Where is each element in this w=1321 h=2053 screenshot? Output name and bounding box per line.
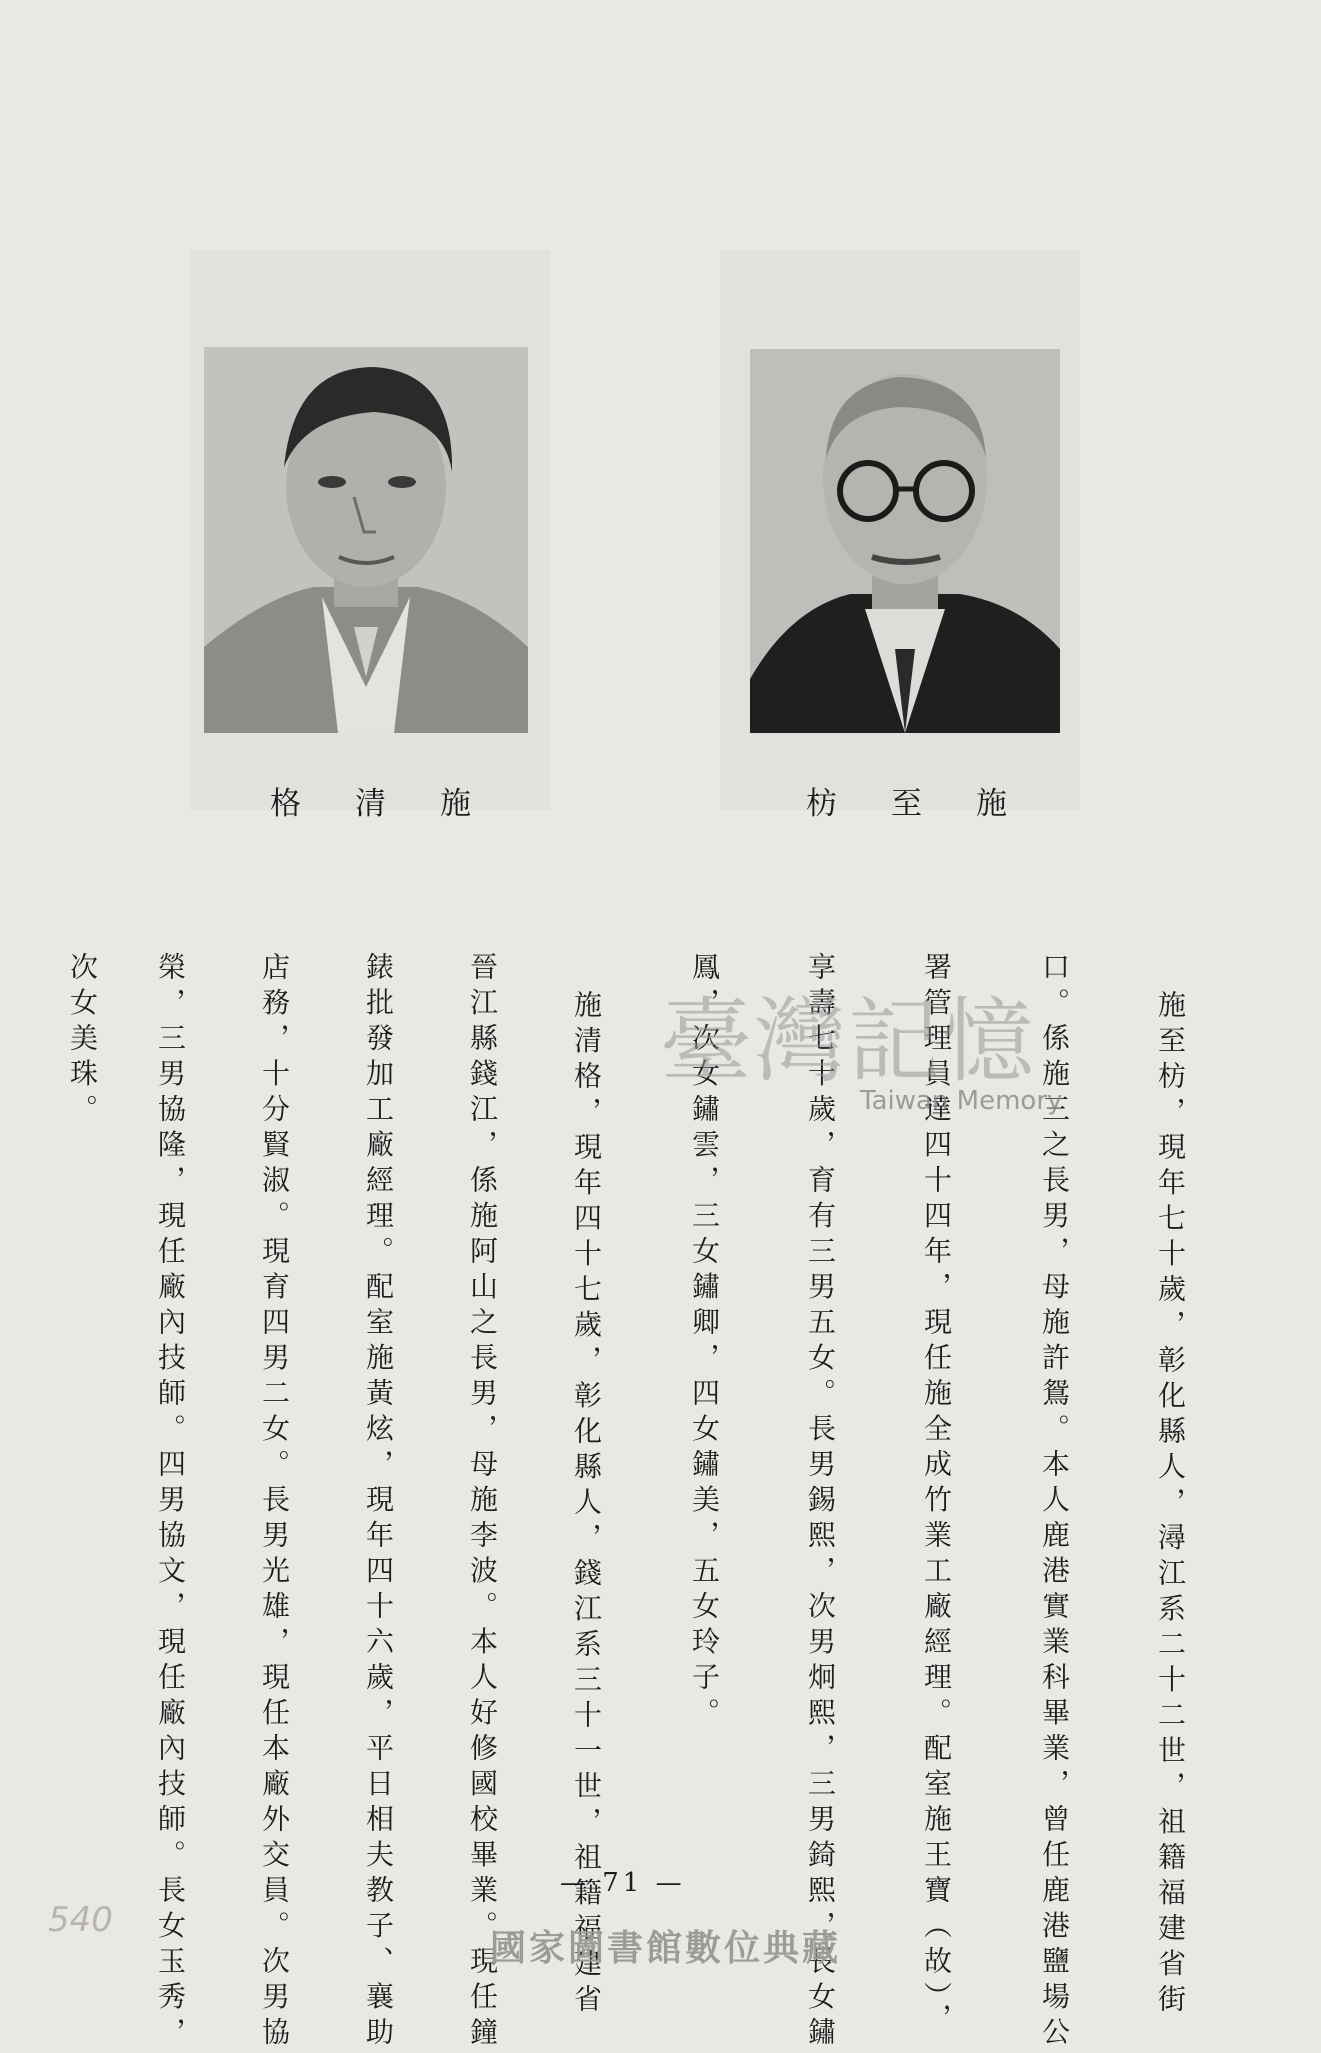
entry1-column-2: 口。係施三之長男，母施許鴛。本人鹿港實業科畢業，曾任鹿港鹽場公 [1038, 952, 1071, 2053]
entry1-column-3: 署管理員達四十四年，現任施全成竹業工廠經理。配室施王寶（故）， [920, 952, 953, 2039]
entry2-column-1: 施清格，現年四十七歲，彰化縣人，錢江系三十一世，祖籍福建省 [570, 990, 603, 2020]
entry2-column-2: 晉江縣錢江，係施阿山之長男，母施李波。本人好修國校畢業。現任鐘 [466, 952, 499, 2053]
portrait-right-figure [750, 349, 1060, 733]
library-watermark: 國家圖書館數位典藏 [490, 1928, 842, 1969]
entry2-column-5: 榮，三男協隆，現任廠內技師。四男協文，現任廠內技師。長女玉秀， [154, 952, 187, 2053]
entry2-column-6: 次女美珠。 [66, 952, 99, 1130]
entry2-column-3: 錶批發加工廠經理。配室施黃炫，現年四十六歲，平日相夫教子、襄助 [362, 952, 395, 2053]
caption-right: 施至枋 [806, 786, 1061, 822]
portrait-photo-left [204, 347, 528, 733]
portrait-left-figure [204, 347, 528, 733]
entry1-column-1: 施至枋，現年七十歲，彰化縣人，潯江系二十二世，祖籍福建省街 [1154, 990, 1187, 2020]
portrait-photo-right [750, 349, 1060, 733]
entry1-column-4: 享壽七十歲，育有三男五女。長男錫熙，次男炯熙，三男錡熙，長女鏽 [804, 952, 837, 2053]
entry2-column-4: 店務，十分賢淑。現育四男二女。長男光雄，現任本廠外交員。次男協 [258, 952, 291, 2053]
caption-left: 施清格 [270, 786, 525, 822]
page-number: — 71 — [560, 1868, 686, 1898]
entry1-column-5: 鳳，次女鏽雲，三女鏽卿，四女鏽美，五女玲子。 [688, 952, 721, 1733]
handwritten-note: 540 [48, 1900, 113, 1940]
watermark-logo-text: 臺灣記憶 [660, 988, 1037, 1095]
watermark-logo-subtext: Taiwan Memory [860, 1086, 1063, 1116]
